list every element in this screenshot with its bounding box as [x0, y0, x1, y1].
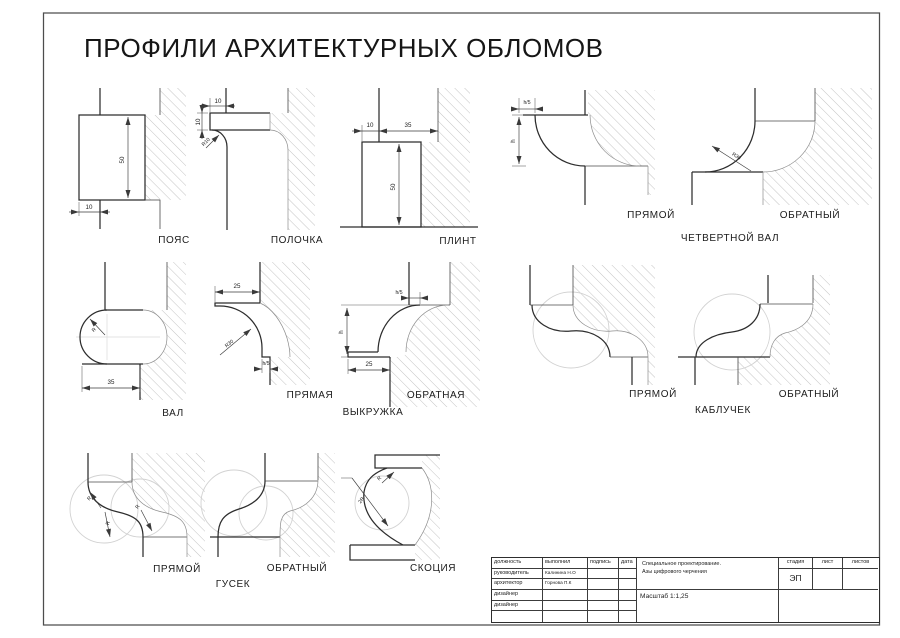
dim-text: h/5 [262, 361, 270, 367]
dim-text: R30 [730, 151, 742, 162]
label-kabluchek-group: КАБЛУЧЕК [695, 405, 751, 416]
hatch-area [415, 455, 440, 560]
page-title: ПРОФИЛИ АРХИТЕКТУРНЫХ ОБЛОМОВ [84, 33, 604, 63]
dim-text: 2R [357, 496, 367, 505]
dim-text: 25 [365, 361, 373, 368]
construction-circle [201, 470, 267, 536]
label-vykruzhka-obratnaya: ОБРАТНАЯ [406, 390, 466, 401]
tb-name-1: Калинина Н.О [543, 569, 588, 580]
dim-text: R [376, 475, 384, 483]
tb-name-4 [543, 601, 588, 612]
tb-sign-2 [588, 579, 619, 590]
hatch-area [280, 453, 335, 557]
tb-name-2: Горнова П.К [543, 579, 588, 590]
hatch-area [160, 88, 186, 115]
profile-curve [218, 481, 265, 537]
leader-line [382, 472, 394, 483]
tb-name-empty [543, 611, 588, 622]
hatch-area [438, 88, 470, 142]
label-poyas: ПОЯС [158, 235, 190, 246]
drawing-plint [340, 88, 478, 247]
profile-curve [535, 115, 585, 166]
drawing-gusek-pryamoy [70, 453, 205, 575]
tb-role-3: дизайнер [492, 590, 543, 601]
dim-text: 10 [85, 204, 93, 211]
tb-project-line2: Азы цифрового черчения [642, 569, 707, 576]
leader-line [220, 329, 251, 355]
drawing-chetvertnoy-val-pryamoy [510, 90, 675, 221]
dim-text: 10 [214, 98, 222, 105]
tb-header-date: дата [619, 558, 637, 569]
tb-date-3 [619, 590, 637, 601]
hatch-area [763, 88, 872, 205]
label-skotsiya: СКОЦИЯ [409, 563, 457, 574]
tb-header-signature: подпись [588, 558, 619, 569]
dim-text: R [86, 495, 94, 503]
label-chetvertnoy-val-group: ЧЕТВЕРТНОЙ ВАЛ [680, 233, 780, 244]
label-chetvertnoy-val-pryamoy: ПРЯМОЙ [627, 210, 675, 221]
profile-curve [364, 468, 403, 545]
profile-outline [210, 113, 270, 130]
tb-date-empty [619, 611, 637, 622]
profile-curve [696, 304, 760, 357]
leader-line [141, 510, 152, 531]
dim-text: h/5 [523, 100, 531, 106]
dim-text: 25 [233, 283, 241, 290]
tb-stage-value: ЭП [779, 569, 813, 590]
label-vykruzhka-pryamaya: ПРЯМАЯ [286, 390, 334, 401]
tb-role-1: руководитель [492, 569, 543, 580]
drawing-skotsiya [341, 455, 456, 574]
drawing-kabluchek-pryamoy [530, 265, 677, 400]
label-plint: ПЛИНТ [439, 236, 477, 247]
hatch-area [390, 262, 480, 407]
tb-date-2 [619, 579, 637, 590]
dim-text: R [90, 326, 98, 334]
tb-sign-empty [588, 611, 619, 622]
tb-sign-4 [588, 601, 619, 612]
hatch-area [145, 115, 186, 200]
hatch-area [738, 275, 830, 385]
drawing-vykruzhka-pryamaya [215, 262, 333, 401]
drawing-kabluchek-obratny [678, 275, 839, 416]
label-kabluchek-obratny: ОБРАТНЫЙ [778, 389, 840, 400]
dim-text: 50 [390, 183, 397, 191]
tb-date-4 [619, 601, 637, 612]
drawing-val [76, 262, 186, 419]
tb-role-empty [492, 611, 543, 622]
profile-curve [212, 130, 227, 147]
label-kabluchek-pryamoy: ПРЯМОЙ [629, 389, 677, 400]
tb-scale: Масштаб 1:1,25 [637, 590, 779, 622]
tb-role-4: дизайнер [492, 601, 543, 612]
dim-text: R30 [224, 338, 236, 350]
dim-text: h [510, 139, 517, 143]
tb-name-3 [543, 590, 588, 601]
tb-stage-label: стадия [779, 558, 813, 569]
tb-sign-3 [588, 590, 619, 601]
tb-sheet-value [813, 569, 843, 590]
drawing-polochka [195, 88, 323, 246]
label-val: ВАЛ [162, 408, 184, 419]
tb-header-executed: выполнил [543, 558, 588, 569]
tb-date-1 [619, 569, 637, 580]
drawing-gusek-obratny [201, 453, 335, 590]
dim-text: 50 [119, 156, 126, 164]
construction-circle [70, 475, 138, 543]
tb-project-cell [637, 558, 779, 590]
drawing-chetvertnoy-val-obratny [681, 88, 872, 244]
label-vykruzhka-group: ВЫКРУЖКА [342, 407, 404, 418]
drawing-vykruzhka-obratnaya [338, 262, 480, 418]
profile-outline [350, 545, 415, 560]
label-polochka: ПОЛОЧКА [270, 235, 324, 246]
drawing-poyas [69, 88, 190, 246]
tb-sheet-label: лист [813, 558, 843, 569]
profile-outline [79, 115, 145, 200]
label-chetvertnoy-val-obratny: ОБРАТНЫЙ [779, 210, 841, 221]
profile-outline [348, 352, 390, 357]
dim-text: 10 [195, 118, 202, 126]
dim-text: 10 [366, 122, 374, 129]
tb-bottom-right-cell [779, 590, 878, 622]
dim-text: R [134, 503, 142, 511]
hatch-area [421, 142, 470, 227]
tb-role-2: архитектор [492, 579, 543, 590]
dim-text: h [338, 330, 345, 334]
tb-sign-1 [588, 569, 619, 580]
dim-text: R [105, 520, 112, 526]
dim-text: h/5 [395, 290, 403, 296]
tb-header-position: должность [492, 558, 543, 569]
leader-line [712, 146, 751, 171]
label-gusek-group: ГУСЕК [215, 579, 251, 590]
dim-text: 35 [107, 379, 115, 386]
dim-text: R10 [200, 136, 212, 148]
label-gusek-obratny: ОБРАТНЫЙ [266, 563, 328, 574]
title-block [491, 557, 880, 623]
tb-sheets-label: листов [843, 558, 878, 569]
label-gusek-pryamoy: ПРЯМОЙ [153, 564, 201, 575]
hatch-area [140, 262, 186, 400]
hatch-area [270, 88, 315, 230]
tb-project-line1: Специальное проектирование. [642, 561, 721, 567]
dim-text: 35 [404, 122, 412, 129]
tb-sheets-value [843, 569, 878, 590]
